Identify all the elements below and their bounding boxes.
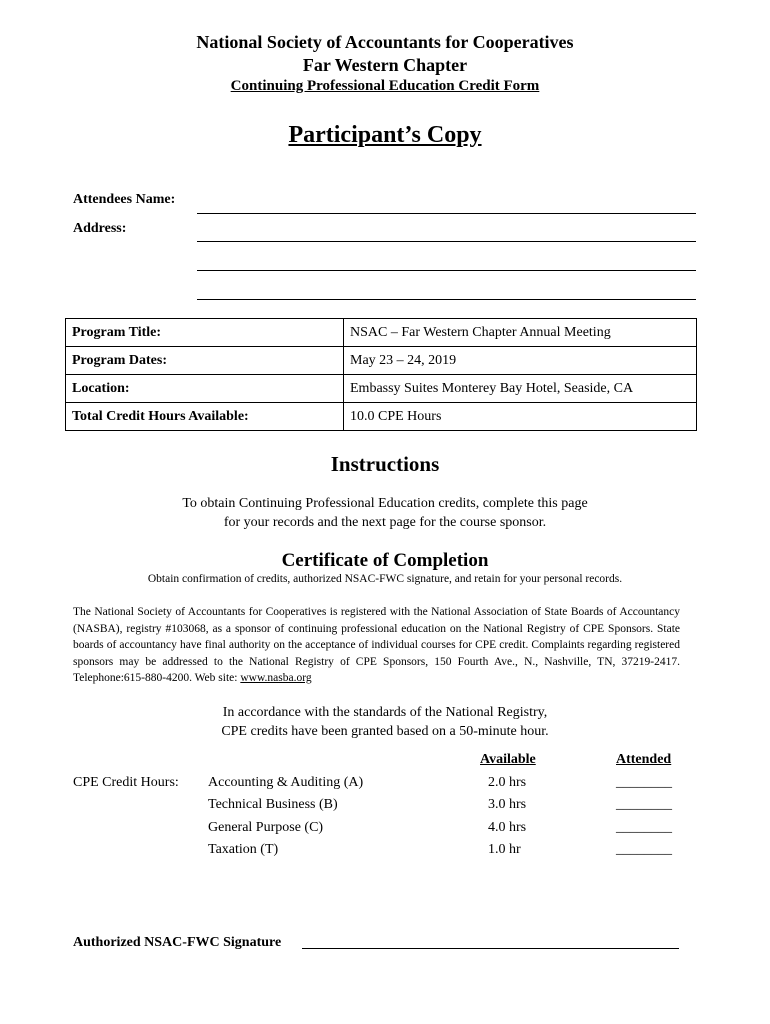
cpe-available-hours: 3.0 hrs [488, 797, 527, 812]
certificate-heading: Certificate of Completion [281, 550, 489, 571]
organization-name: National Society of Accountants for Cooperatives [196, 32, 574, 52]
nasba-statement [73, 604, 680, 687]
table-row [66, 403, 697, 431]
cpe-category: Accounting & Auditing (A) [208, 775, 364, 790]
attendee-name-label: Attendees Name: [73, 192, 176, 207]
nasba-text: The National Society of Accountants for Cooperatives is registered with the National Association of State Boards of Accountancy (NASBA), registry #103068, as a sponsor of continuing professional education on the National Registry of CPE Sponsors. State boards of accountancy have final authority on the acceptance of individual courses for CPE credit. Complaints regarding registered sponsors may be addressed to the National Registry of CPE Sponsors, 150 Fourth Ave., N., Nashville, TN, 37219-2417. Telephone:615-880-4200. Web site: [73, 606, 680, 684]
program-dates-value: May 23 – 24, 2019 [344, 347, 697, 375]
instructions-line-1: To obtain Continuing Professional Education credits, complete this page [182, 496, 588, 511]
available-column-header: Available [480, 752, 536, 767]
cpe-available-hours: 4.0 hrs [488, 820, 527, 835]
cpe-category: Technical Business (B) [208, 797, 338, 812]
total-credit-hours-label: Total Credit Hours Available: [66, 403, 344, 431]
cpe-category: General Purpose (C) [208, 820, 324, 835]
program-info-table [65, 318, 697, 431]
address-label: Address: [73, 221, 127, 236]
chapter-name: Far Western Chapter [302, 55, 468, 75]
program-title-label: Program Title: [66, 319, 344, 347]
table-row [66, 375, 697, 403]
standards-line-1: In accordance with the standards of the National Registry, [222, 705, 548, 720]
cpe-available-hours: 1.0 hr [488, 842, 521, 857]
program-dates-label: Program Dates: [66, 347, 344, 375]
cpe-attended-field[interactable]: ________ [616, 775, 672, 790]
cpe-available-hours: 2.0 hrs [488, 775, 527, 790]
attendee-name-field[interactable] [197, 213, 696, 214]
total-credit-hours-value: 10.0 CPE Hours [344, 403, 697, 431]
cpe-attended-field[interactable]: ________ [616, 820, 672, 835]
form-name: Continuing Professional Education Credit Form [230, 78, 540, 94]
nasba-website-link[interactable]: www.nasba.org [240, 672, 312, 684]
standards-line-2: CPE credits have been granted based on a 50-minute hour. [221, 724, 549, 739]
cpe-category: Taxation (T) [208, 842, 279, 857]
cpe-attended-field[interactable]: ________ [616, 797, 672, 812]
location-value: Embassy Suites Monterey Bay Hotel, Seaside, CA [344, 375, 697, 403]
signature-label: Authorized NSAC-FWC Signature [73, 935, 282, 950]
cpe-credit-hours-label: CPE Credit Hours: [73, 775, 179, 790]
address-field-line-1[interactable] [197, 241, 696, 242]
instructions-heading: Instructions [330, 452, 440, 476]
signature-field[interactable] [302, 948, 679, 949]
attended-column-header: Attended [616, 752, 672, 767]
page-title: Participant’s Copy [288, 122, 482, 148]
location-label: Location: [66, 375, 344, 403]
certificate-subtitle: Obtain confirmation of credits, authorized NSAC-FWC signature, and retain for your personal records. [147, 573, 623, 585]
program-title-value: NSAC – Far Western Chapter Annual Meeting [344, 319, 697, 347]
cpe-attended-field[interactable]: ________ [616, 842, 672, 857]
table-row [66, 319, 697, 347]
table-row [66, 347, 697, 375]
instructions-line-2: for your records and the next page for the course sponsor. [223, 515, 547, 530]
address-field-line-3[interactable] [197, 299, 696, 300]
address-field-line-2[interactable] [197, 270, 696, 271]
